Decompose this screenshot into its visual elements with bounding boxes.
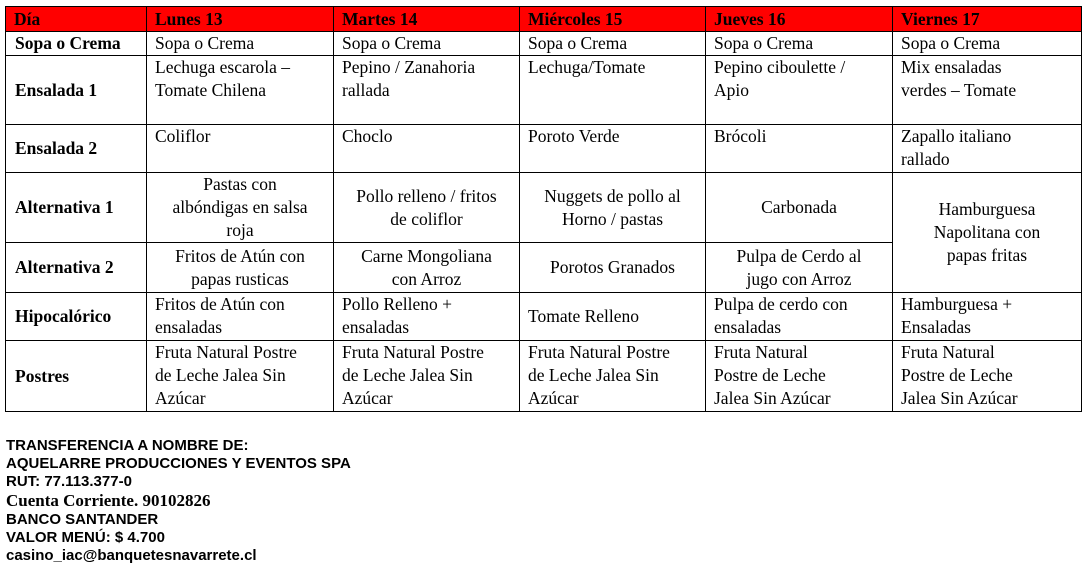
header-miercoles: Miércoles 15	[520, 7, 706, 32]
menu-cell: Fruta Natural Postre de Leche Jalea Sin Azúcar	[520, 341, 706, 412]
menu-cell: Sopa o Crema	[520, 32, 706, 56]
menu-cell: Lechuga escarola – Tomate Chilena	[147, 56, 334, 125]
menu-cell: Hamburguesa + Ensaladas	[893, 293, 1082, 341]
menu-cell: Pepino ciboulette / Apio	[706, 56, 893, 125]
row-label: Sopa o Crema	[6, 32, 147, 56]
menu-cell: Pollo Relleno + ensaladas	[334, 293, 520, 341]
menu-cell: Mix ensaladas verdes – Tomate	[893, 56, 1082, 125]
menu-cell-merged: Hamburguesa Napolitana con papas fritas	[893, 173, 1082, 293]
header-viernes: Viernes 17	[893, 7, 1082, 32]
transfer-heading: TRANSFERENCIA A NOMBRE DE:	[6, 437, 249, 454]
menu-cell: Pastas con albóndigas en salsa roja	[147, 173, 334, 243]
contact-email: casino_iac@banquetesnavarrete.cl	[6, 547, 257, 564]
header-row	[6, 7, 1082, 32]
menu-cell: Choclo	[334, 125, 520, 173]
menu-cell: Sopa o Crema	[334, 32, 520, 56]
menu-cell: Pulpa de cerdo con ensaladas	[706, 293, 893, 341]
row-label: Ensalada 1	[6, 56, 147, 125]
menu-cell: Fruta Natural Postre de Leche Jalea Sin Azúcar	[147, 341, 334, 412]
row-alternativa-1	[6, 173, 1082, 243]
menu-cell: Brócoli	[706, 125, 893, 173]
menu-cell: Sopa o Crema	[706, 32, 893, 56]
header-jueves: Jueves 16	[706, 7, 893, 32]
menu-cell: Lechuga/Tomate	[520, 56, 706, 125]
bank-name: BANCO SANTANDER	[6, 511, 159, 528]
row-postres	[6, 341, 1082, 412]
menu-cell: Pepino / Zanahoria rallada	[334, 56, 520, 125]
header-martes: Martes 14	[334, 7, 520, 32]
menu-cell: Zapallo italiano rallado	[893, 125, 1082, 173]
menu-cell: Coliflor	[147, 125, 334, 173]
menu-cell: Pulpa de Cerdo al jugo con Arroz	[706, 243, 893, 293]
menu-cell: Tomate Relleno	[520, 293, 706, 341]
row-hipocalorico	[6, 293, 1082, 341]
payment-info	[6, 437, 351, 565]
row-label: Postres	[6, 341, 147, 412]
row-sopa	[6, 32, 1082, 56]
account-number: Cuenta Corriente. 90102826	[6, 491, 211, 510]
menu-cell: Fruta Natural Postre de Leche Jalea Sin Azúcar	[334, 341, 520, 412]
row-ensalada-2	[6, 125, 1082, 173]
menu-cell: Carne Mongoliana con Arroz	[334, 243, 520, 293]
menu-cell: Fritos de Atún con ensaladas	[147, 293, 334, 341]
menu-cell: Carbonada	[706, 173, 893, 243]
row-label: Alternativa 1	[6, 173, 147, 243]
menu-cell: Sopa o Crema	[893, 32, 1082, 56]
header-lunes: Lunes 13	[147, 7, 334, 32]
row-ensalada-1	[6, 56, 1082, 125]
rut-number: RUT: 77.113.377-0	[6, 473, 132, 490]
menu-cell: Fritos de Atún con papas rusticas	[147, 243, 334, 293]
menu-cell: Sopa o Crema	[147, 32, 334, 56]
menu-price: VALOR MENÚ: $ 4.700	[6, 529, 165, 546]
menu-cell: Fruta Natural Postre de Leche Jalea Sin Azúcar	[706, 341, 893, 412]
row-label: Hipocalórico	[6, 293, 147, 341]
menu-cell: Nuggets de pollo al Horno / pastas	[520, 173, 706, 243]
row-label: Alternativa 2	[6, 243, 147, 293]
menu-table	[5, 6, 1082, 412]
menu-cell: Pollo relleno / fritos de coliflor	[334, 173, 520, 243]
menu-cell: Poroto Verde	[520, 125, 706, 173]
company-name: AQUELARRE PRODUCCIONES Y EVENTOS SPA	[6, 455, 351, 472]
menu-cell: Porotos Granados	[520, 243, 706, 293]
header-dia: Día	[6, 7, 147, 32]
row-label: Ensalada 2	[6, 125, 147, 173]
menu-cell: Fruta Natural Postre de Leche Jalea Sin Azúcar	[893, 341, 1082, 412]
